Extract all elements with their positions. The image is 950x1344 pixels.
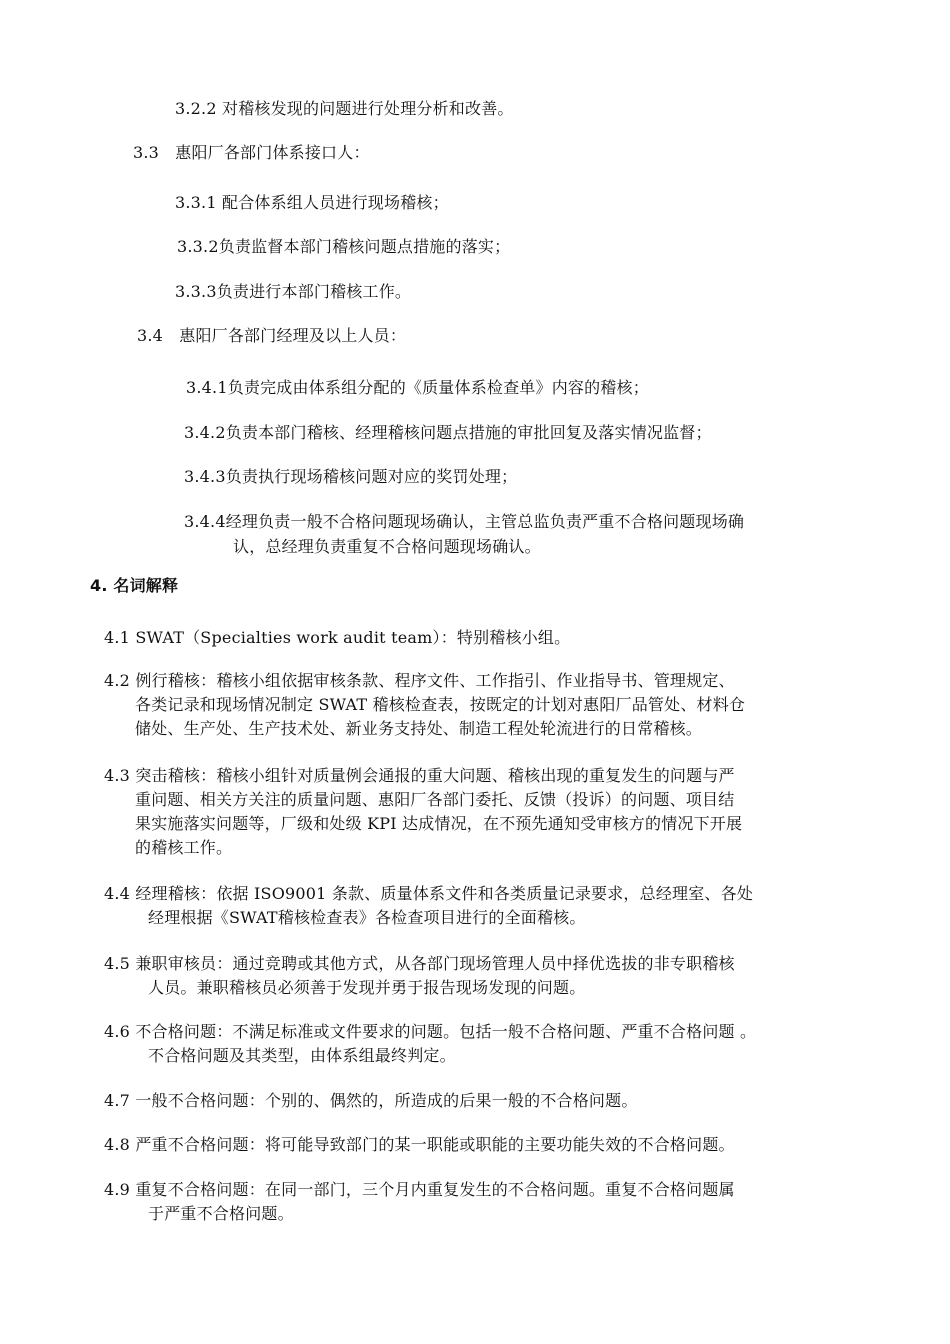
definition-line: 果实施落实问题等，厂级和处级 KPI 达成情况，在不预先通知受审核方的情况下开展 (135, 814, 743, 833)
clause-3-4-3: 3.4.3负责执行现场稽核问题对应的奖罚处理； (184, 467, 518, 486)
definition-line: 储处、生产处、生产技术处、新业务支持处、制造工程处轮流进行的日常稽核。 (135, 719, 703, 738)
definition-4-1 (104, 626, 570, 650)
definition-line: 4.5 兼职审核员：通过竞聘或其他方式，从各部门现场管理人员中择优选拔的非专职稽核 (104, 954, 735, 973)
definition-line: 的稽核工作。 (135, 838, 233, 857)
definition-line: 经理根据《SWAT稽核检查表》各检查项目进行的全面稽核。 (148, 908, 586, 927)
clause-3-3-1: 3.3.1 配合体系组人员进行现场稽核； (175, 193, 449, 212)
definition-line: 各类记录和现场情况制定 SWAT 稽核检查表，按既定的计划对惠阳厂品管处、材料仓 (135, 695, 746, 714)
definition-line: 4.2 例行稽核：稽核小组依据审核条款、程序文件、工作指引、作业指导书、管理规定、 (104, 671, 735, 690)
clause-3-4-4-line1: 3.4.4经理负责一般不合格问题现场确认，主管总监负责严重不合格问题现场确 (184, 512, 745, 531)
definition-4-8 (104, 1133, 735, 1157)
definition-line: 4.9 重复不合格问题：在同一部门，三个月内重复发生的不合格问题。重复不合格问题属 (104, 1180, 735, 1199)
definition-line: 4.1 SWAT（Specialties work audit team）：特别稽核小组。 (104, 628, 571, 647)
clause-3-3-3: 3.3.3负责进行本部门稽核工作。 (175, 282, 412, 301)
clause-3-3-2: 3.3.2负责监督本部门稽核问题点措施的落实； (177, 237, 511, 256)
clause-3-4-2: 3.4.2负责本部门稽核、经理稽核问题点措施的审批回复及落实情况监督； (184, 423, 712, 442)
definition-line: 4.8 严重不合格问题：将可能导致部门的某一职能或职能的主要功能失效的不合格问题。 (104, 1135, 735, 1154)
definition-4-2 (104, 669, 745, 741)
definition-line: 人员。兼职稽核员必须善于发现并勇于报告现场发现的问题。 (148, 978, 586, 997)
definition-line: 4.3 突击稽核：稽核小组针对质量例会通报的重大问题、稽核出现的重复发生的问题与严 (104, 766, 735, 785)
clause-3-3: 3.3 惠阳厂各部门体系接口人： (133, 143, 370, 162)
definition-4-4 (104, 882, 753, 930)
definition-line: 于严重不合格问题。 (148, 1204, 294, 1223)
clause-3-4-1: 3.4.1负责完成由体系组分配的《质量体系检查单》内容的稽核； (186, 378, 649, 397)
definition-line: 重问题、相关方关注的质量问题、惠阳厂各部门委托、反馈（投诉）的问题、项目结 (135, 790, 735, 809)
definition-line: 4.4 经理稽核：依据 ISO9001 条款、质量体系文件和各类质量记录要求，总经理室、各处 (104, 884, 754, 903)
clause-3-4: 3.4 惠阳厂各部门经理及以上人员： (137, 326, 407, 345)
definition-4-6 (104, 1020, 756, 1068)
definition-4-9 (104, 1178, 735, 1226)
clause-3-2-2: 3.2.2 对稽核发现的问题进行处理分析和改善。 (175, 99, 514, 118)
definition-line: 4.7 一般不合格问题：个别的、偶然的，所造成的后果一般的不合格问题。 (104, 1091, 638, 1110)
clause-3-4-4-line2: 认，总经理负责重复不合格问题现场确认。 (233, 537, 541, 556)
definition-4-7 (104, 1089, 638, 1113)
definition-line: 4.6 不合格问题：不满足标准或文件要求的问题。包括一般不合格问题、严重不合格问题 。 (104, 1022, 757, 1041)
definition-4-3 (104, 764, 742, 860)
definition-4-5 (104, 952, 735, 1000)
section-4-heading: 4. 名词解释 (90, 576, 179, 595)
definition-line: 不合格问题及其类型，由体系组最终判定。 (148, 1046, 456, 1065)
